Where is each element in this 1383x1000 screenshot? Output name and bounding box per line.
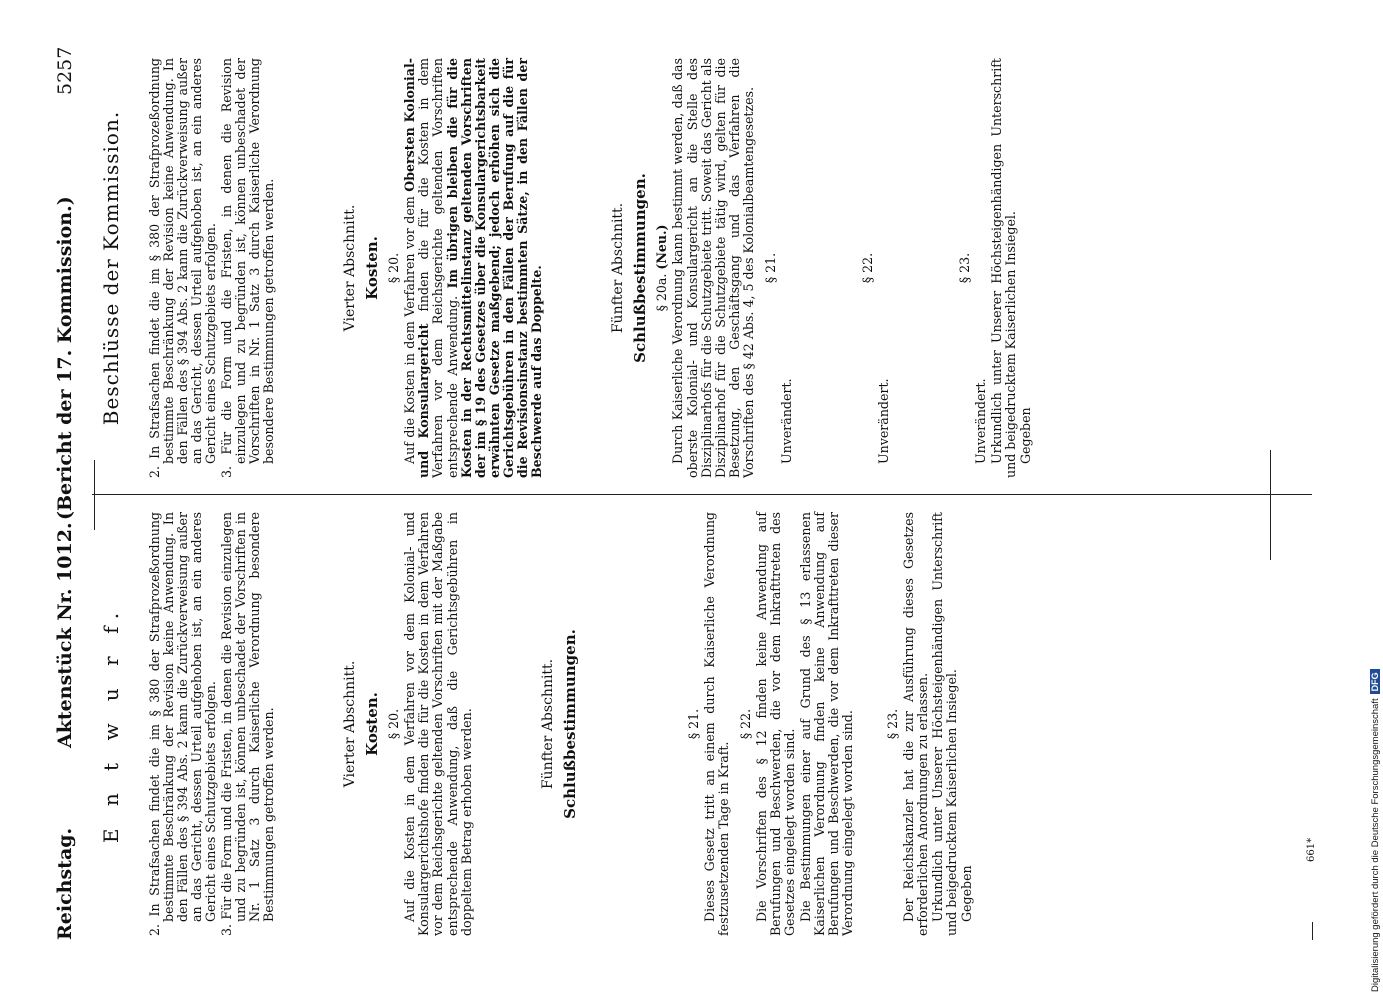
page-number: 5257 [54, 46, 76, 95]
commission-par-22-text: Unverändert. [876, 378, 892, 464]
commission-closing: Urkundlich unter Unserer Höchsteigenhändigen Unterschrift und beigedrucktem Kaiserlichen Insiegel. [988, 58, 1018, 478]
commission-par-20-text [403, 58, 544, 478]
draft-par-20: § 20. [386, 708, 402, 740]
dfg-logo: DFG [1370, 669, 1380, 694]
draft-par-23: § 23. [884, 708, 900, 740]
par-20-text-a: Auf die Kosten in dem Verfahren vor dem [402, 191, 418, 464]
draft-title: E n t w u r f. [99, 604, 123, 844]
sheet-mark: 661* [1306, 837, 1317, 862]
draft-column [92, 512, 975, 936]
draft-section-5: Fünfter Abschnitt. [539, 658, 556, 790]
draft-given: Gegeben [959, 865, 975, 922]
draft-par-21-text: Dieses Gesetz tritt an einem durch Kaiserliche Verordnung festzusetzenden Tage in Kraft. [701, 512, 732, 936]
commission-item-2: 2. In Strafsachen findet die im § 380 der Strafprozeßordnung bestimmte Beschränkung der Revision keine Anwendung. In den Fällen des § 394 Abs. 2 kann die Zurückverweisung außer an das Gericht, dessen Urteil aufgehoben ist, an ein anderes Gericht eines Schutzgebiets erfolgen. [147, 58, 219, 478]
commission-par-21-text: Unverändert. [779, 378, 795, 464]
commission-par-23-text: Unverändert. [973, 378, 989, 464]
par-20-court-name: Obersten Kolonial- und Konsulargericht [402, 58, 432, 478]
digitization-text: Digitalisierung gefördert durch die Deutsche Forschungsgemeinschaft [1370, 698, 1381, 992]
par-20a-number: § 20a. [654, 273, 670, 312]
draft-par-22-text-1: Die Vorschriften des § 12 finden keine Anwendung auf Berufungen und Beschwerden, die vor dem Inkrafttreten des Gesetzes eingelegt worden sind. [754, 512, 798, 936]
header-note: (Bericht der 17. Kommission.) [54, 196, 76, 520]
draft-costs-heading: Kosten. [363, 692, 382, 756]
par-20a-note: (Neu.) [654, 224, 670, 270]
commission-final-heading: Schlußbestimmungen. [631, 173, 650, 363]
draft-closing: Urkundlich unter Unserer Höchsteigenhändigen Unterschrift und beigedrucktem Kaiserlichen Insiegel. [930, 512, 960, 936]
commission-par-20: § 20. [386, 252, 402, 284]
closing-rule [1270, 450, 1271, 560]
commission-section-4: Vierter Abschnitt. [341, 204, 358, 332]
header-center: Aktenstück Nr. 1012. [54, 522, 76, 748]
commission-par-20a [655, 58, 669, 478]
commission-par-23: § 23. [957, 252, 973, 284]
commission-given: Gegeben [1017, 407, 1033, 464]
digitization-note [1370, 669, 1381, 992]
commission-costs-heading: Kosten. [363, 236, 382, 300]
par-20-text-b: finden die für die Kosten in dem Verfahren vor dem Reichsgerichte geltenden Vorschriften entsprechende Anwendung. [416, 57, 460, 478]
draft-item-3: 3. Für die Form und die Fristen, in denen die Revision einzulegen und zu begründen ist, können unbeschadet der Vorschriften in Nr. 1 Satz 3 durch Kaiserliche Verordnung besondere Bestimmungen getroffen werden. [218, 512, 276, 936]
corner-mark [1312, 922, 1313, 940]
commission-title: Beschlüsse der Kommission. [99, 110, 123, 426]
commission-par-22: § 22. [860, 252, 876, 284]
par-20-amendment: Im übrigen bleiben die für die Kosten in der Rechtsmittelinstanz geltenden Vorschriften der im § 19 des Gesetzes über die Konsulargerichtsbarkeit erwähnten Gesetze maßgebend; jedoch erhöhen sich die Gerichtsgebühren in den Fällen der Berufung auf die für die Revisionsinstanz bestimmten Sätze, in den Fällen der Beschwerde auf das Doppelte. [444, 58, 545, 478]
commission-item-3: 3. Für die Form und die Fristen, in denen die Revision einzulegen und zu begründen ist, können unbeschadet der Vorschriften in Nr. 1 Satz 3 durch Kaiserliche Verordnung besondere Bestimmungen getroffen werden. [218, 58, 276, 478]
draft-final-heading: Schlußbestimmungen. [560, 629, 579, 819]
draft-par-20-text: Auf die Kosten in dem Verfahren vor dem Kolonial- und Konsulargerichtshofe finden die für die Kosten in dem Verfahren vor dem Reichsgerichte geltenden Vorschriften mit der Maßgabe entsprechende Anwendung, daß die Gerichtsgebühren in doppeltem Betrag erhoben werden. [402, 512, 474, 936]
commission-par-20a-text: Durch Kaiserliche Verordnung kann bestimmt werden, daß das oberste Kolonial- und Konsulargericht an die Stelle des Disziplinarhofs für die Schutzgebiete tritt. Soweit das Gericht als Disziplinarhof für die Schutzgebiete tätig wird, gelten für die Besetzung, den Geschäftsgang und das Verfahren die Vorschriften des § 42 Abs. 4, 5 des Kolonialbeamtengesetzes. [670, 58, 756, 478]
draft-par-22-text-2: Die Bestimmungen einer auf Grund des § 13 erlassenen Kaiserlichen Verordnung finden keine Anwendung auf Berufungen und Beschwerden, die vor dem Inkrafttreten dieser Verordnung eingelegt worden sind. [797, 512, 855, 936]
draft-par-23-text: Der Reichskanzler hat die zur Ausführung dieses Gesetzes erforderlichen Anordnungen zu erlassen. [901, 512, 931, 936]
commission-column [92, 58, 1034, 478]
column-divider [92, 494, 1312, 495]
draft-item-2: 2. In Strafsachen findet die im § 380 der Strafprozeßordnung bestimmte Beschränkung der Revision keine Anwendung. In den Fällen des § 394 Abs. 2 kann die Zurückverweisung außer an das Gericht, dessen Urteil aufgehoben ist, an ein anderes Gericht eines Schutzgebiets erfolgen. [147, 512, 219, 936]
commission-section-5: Fünfter Abschnitt. [610, 202, 627, 334]
draft-par-21: § 21. [685, 708, 701, 740]
draft-par-22: § 22. [738, 708, 754, 740]
draft-section-4: Vierter Abschnitt. [341, 660, 358, 788]
commission-par-21: § 21. [763, 252, 778, 284]
header-left: Reichstag. [54, 827, 76, 940]
